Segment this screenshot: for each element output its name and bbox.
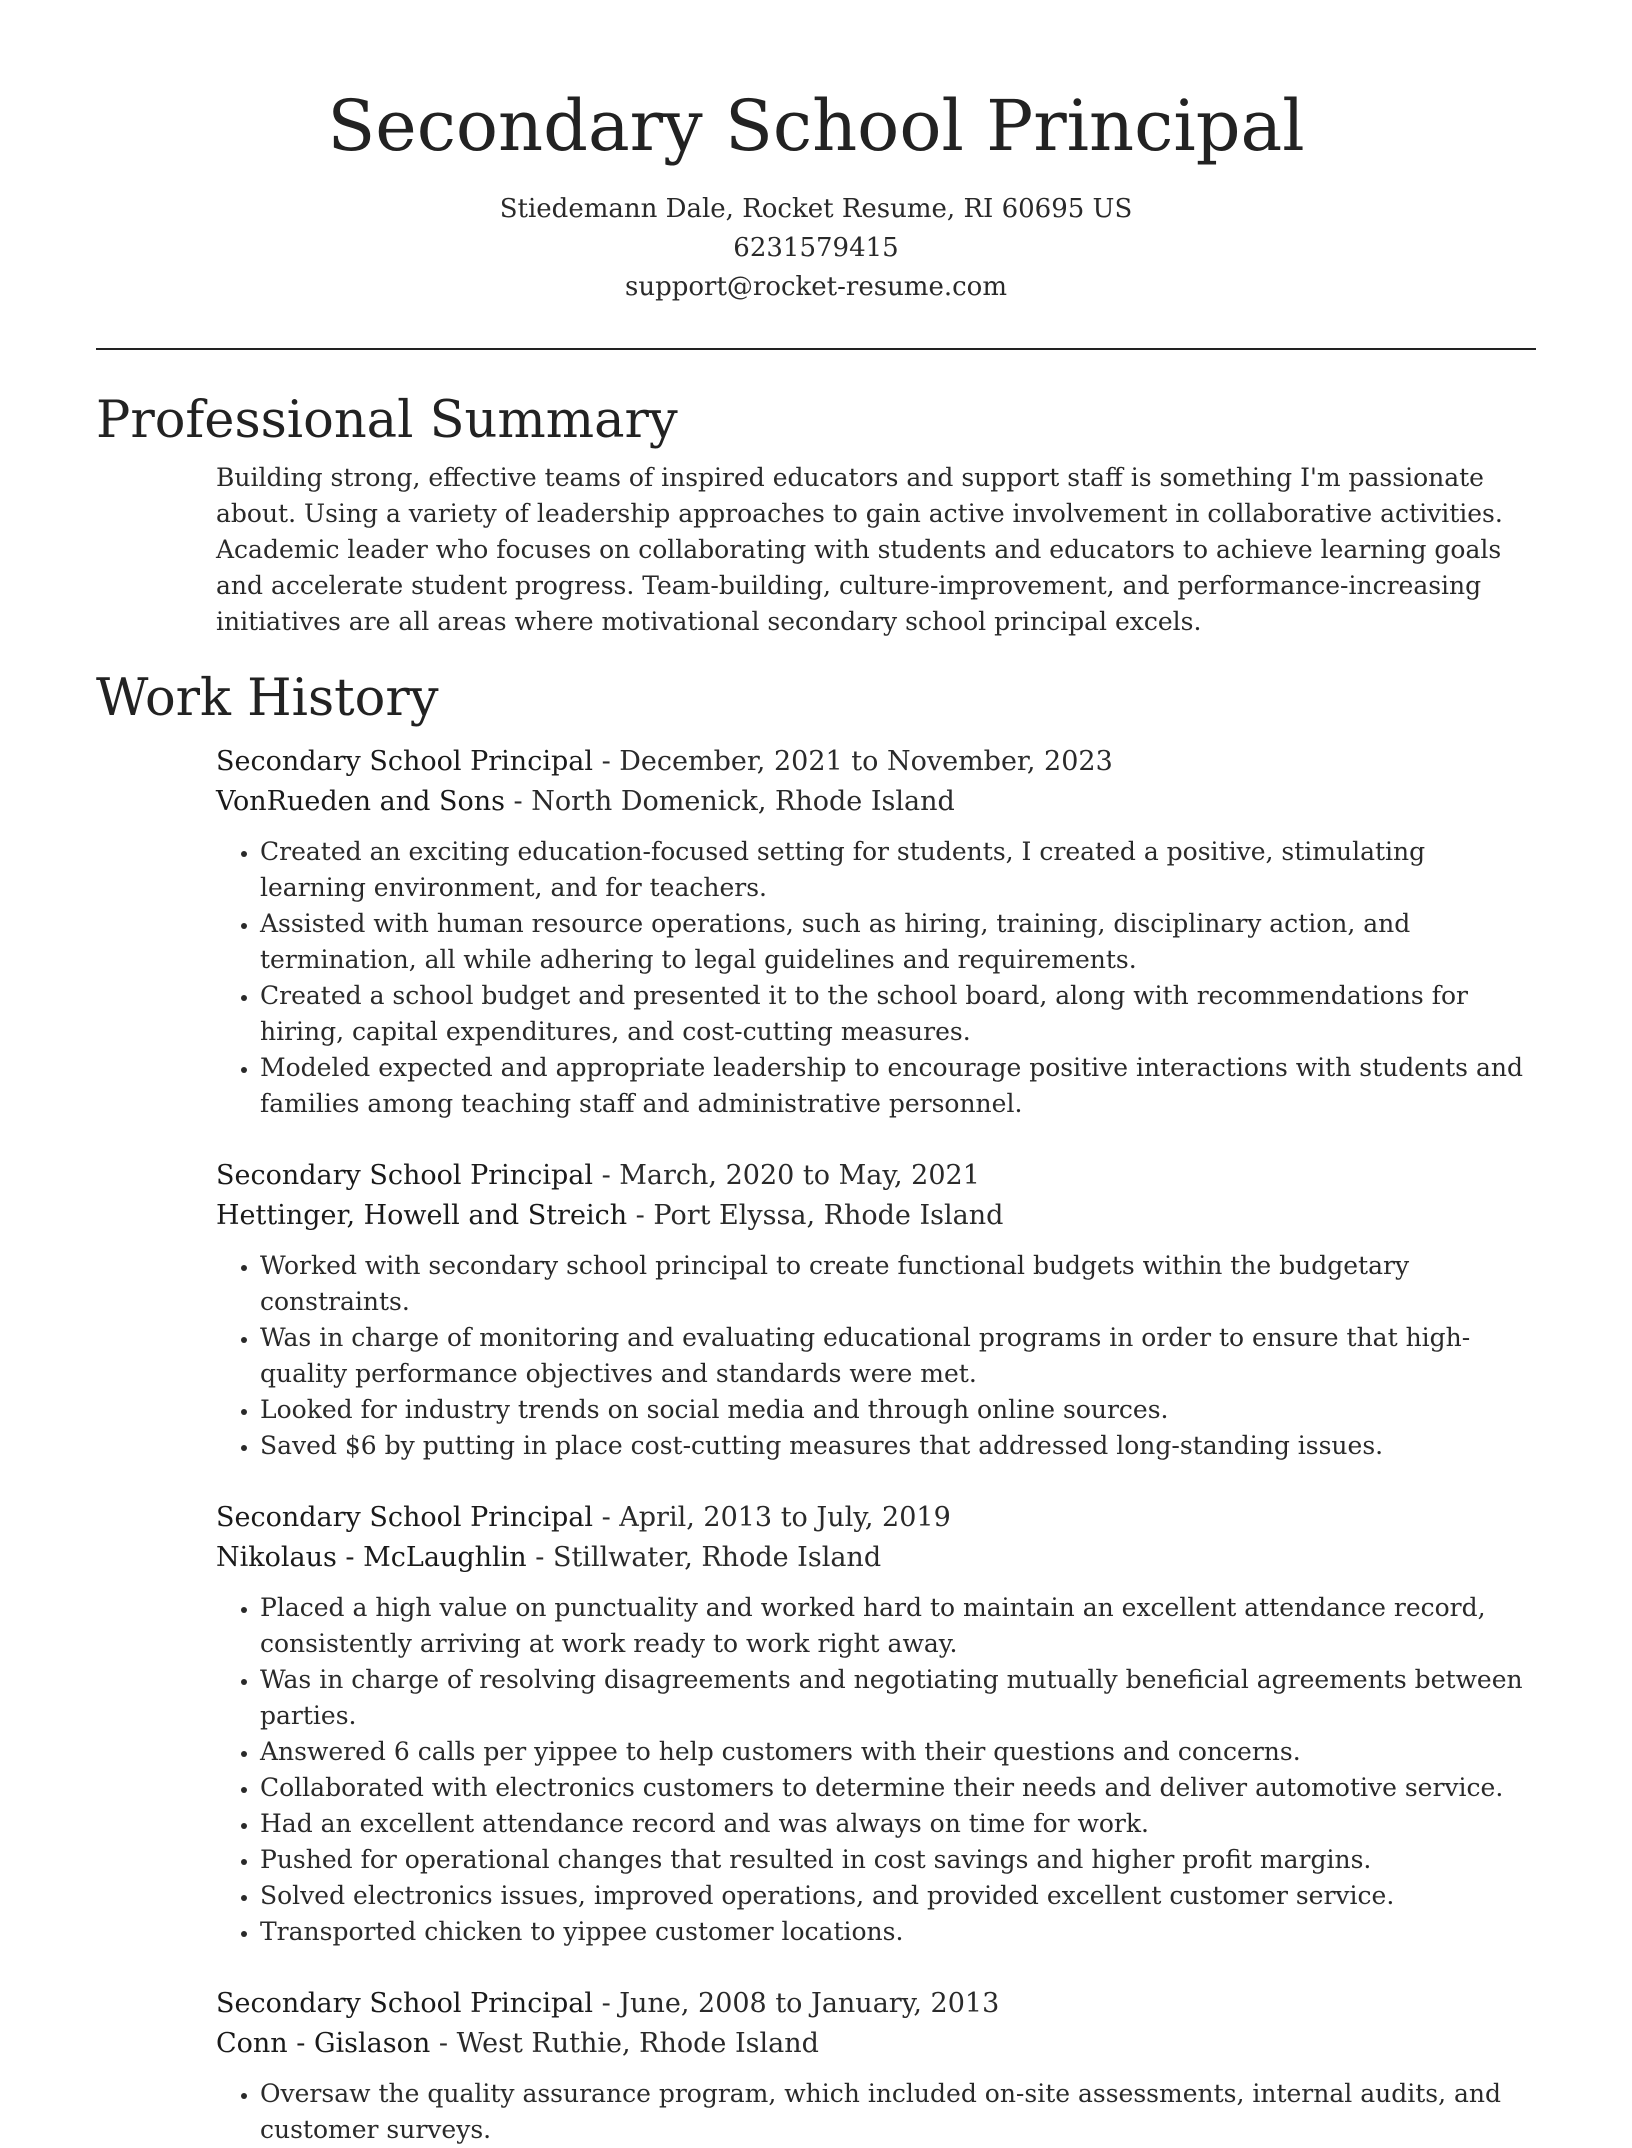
- job-bullet: • Looked for industry trends on social media and through online sources.: [260, 1392, 1536, 1428]
- job-bullet: • Was in charge of resolving disagreements and negotiating mutually beneficial agreements between parties.: [260, 1662, 1536, 1734]
- job-company-line: [216, 782, 1536, 822]
- job-bullet: • Oversaw the quality assurance program, which included on-site assessments, internal audits, and customer surveys.: [260, 2076, 1536, 2148]
- job-bullet: • Placed a high value on punctuality and worked hard to maintain an excellent attendance record, consistently arriving at work ready to work right away.: [260, 1590, 1536, 1662]
- work-history-list: [216, 742, 1536, 2148]
- job-role: Secondary School Principal: [216, 746, 593, 777]
- job-dates: - March, 2020 to May, 2021: [592, 1160, 980, 1191]
- job-company: VonRueden and Sons: [216, 786, 505, 817]
- job-title-line: [216, 742, 1536, 782]
- job-role: Secondary School Principal: [216, 1502, 593, 1533]
- contact-address: Stiedemann Dale, Rocket Resume, RI 60695 US: [499, 194, 1133, 224]
- job-bullet: • Modeled expected and appropriate leadership to encourage positive interactions with students and families among teaching staff and administrative personnel.: [260, 1050, 1536, 1122]
- job-company: Hettinger, Howell and Streich: [216, 1200, 628, 1231]
- job-location: - Stillwater, Rhode Island: [526, 1542, 882, 1573]
- job-bullet: • Created an exciting education-focused setting for students, I created a positive, stimulating learning environment, and for teachers.: [260, 834, 1536, 906]
- job-location: - Port Elyssa, Rhode Island: [627, 1200, 1004, 1231]
- job-bullet: • Transported chicken to yippee customer locations.: [260, 1914, 1536, 1950]
- job-bullet: • Collaborated with electronics customers to determine their needs and deliver automotive service.: [260, 1770, 1536, 1806]
- job-dates: - June, 2008 to January, 2013: [592, 1988, 1000, 2019]
- job-bullet: • Pushed for operational changes that resulted in cost savings and higher profit margins.: [260, 1842, 1536, 1878]
- contact-phone: 6231579415: [733, 233, 899, 263]
- job-bullet: • Was in charge of monitoring and evaluating educational programs in order to ensure that high-quality performance objectives and standards were met.: [260, 1320, 1536, 1392]
- job-bullet: • Solved electronics issues, improved operations, and provided excellent customer service.: [260, 1878, 1536, 1914]
- job-entry: [216, 1498, 1536, 1950]
- job-bullet: • Created a school budget and presented it to the school board, along with recommendations for hiring, capital expenditures, and cost-cutting measures.: [260, 978, 1536, 1050]
- job-bullets: [216, 1248, 1536, 1464]
- job-bullets: [216, 834, 1536, 1122]
- job-dates: - December, 2021 to November, 2023: [592, 746, 1113, 777]
- job-role: Secondary School Principal: [216, 1988, 593, 2019]
- job-bullet: • Had an excellent attendance record and was always on time for work.: [260, 1806, 1536, 1842]
- job-bullets: [216, 2076, 1536, 2148]
- summary-text: Building strong, effective teams of inspired educators and support staff is something I'm passionate about. Using a variety of leadership approaches to gain active involvement in collaborative activities. Academic leader who focuses on collaborating with students and educators to achieve learning goals and accelerate student progress. Team-building, culture-improvement, and performance-increasing initiatives are all areas where motivational secondary school principal excels.: [216, 463, 1503, 636]
- summary-heading: Professional Summary: [96, 391, 678, 450]
- job-entry: [216, 1984, 1536, 2148]
- job-company: Conn - Gislason: [216, 2028, 431, 2059]
- job-bullet: • Saved $6 by putting in place cost-cutting measures that addressed long-standing issues.: [260, 1428, 1536, 1464]
- job-bullet: • Worked with secondary school principal to create functional budgets within the budgetary constraints.: [260, 1248, 1536, 1320]
- job-title-line: [216, 1498, 1536, 1538]
- job-bullet: • Answered 6 calls per yippee to help customers with their questions and concerns.: [260, 1734, 1536, 1770]
- job-company-line: [216, 2024, 1536, 2064]
- contact-block: [0, 190, 1632, 307]
- contact-email: support@rocket-resume.com: [624, 272, 1007, 302]
- work-history-heading: Work History: [96, 669, 439, 728]
- job-company-line: [216, 1196, 1536, 1236]
- job-bullets: [216, 1590, 1536, 1950]
- job-title-line: [216, 1156, 1536, 1196]
- job-location: - North Domenick, Rhode Island: [504, 786, 955, 817]
- job-entry: [216, 1156, 1536, 1464]
- job-bullet: • Assisted with human resource operations, such as hiring, training, disciplinary action, and termination, all while adhering to legal guidelines and requirements.: [260, 906, 1536, 978]
- resume-header: [0, 0, 1632, 307]
- job-role: Secondary School Principal: [216, 1160, 593, 1191]
- resume-name: Secondary School Principal: [327, 85, 1305, 167]
- job-entry: [216, 742, 1536, 1122]
- job-dates: - April, 2013 to July, 2019: [592, 1502, 951, 1533]
- job-location: - West Ruthie, Rhode Island: [430, 2028, 819, 2059]
- job-title-line: [216, 1984, 1536, 2024]
- header-divider: [96, 348, 1536, 350]
- job-company: Nikolaus - McLaughlin: [216, 1542, 527, 1573]
- job-company-line: [216, 1538, 1536, 1578]
